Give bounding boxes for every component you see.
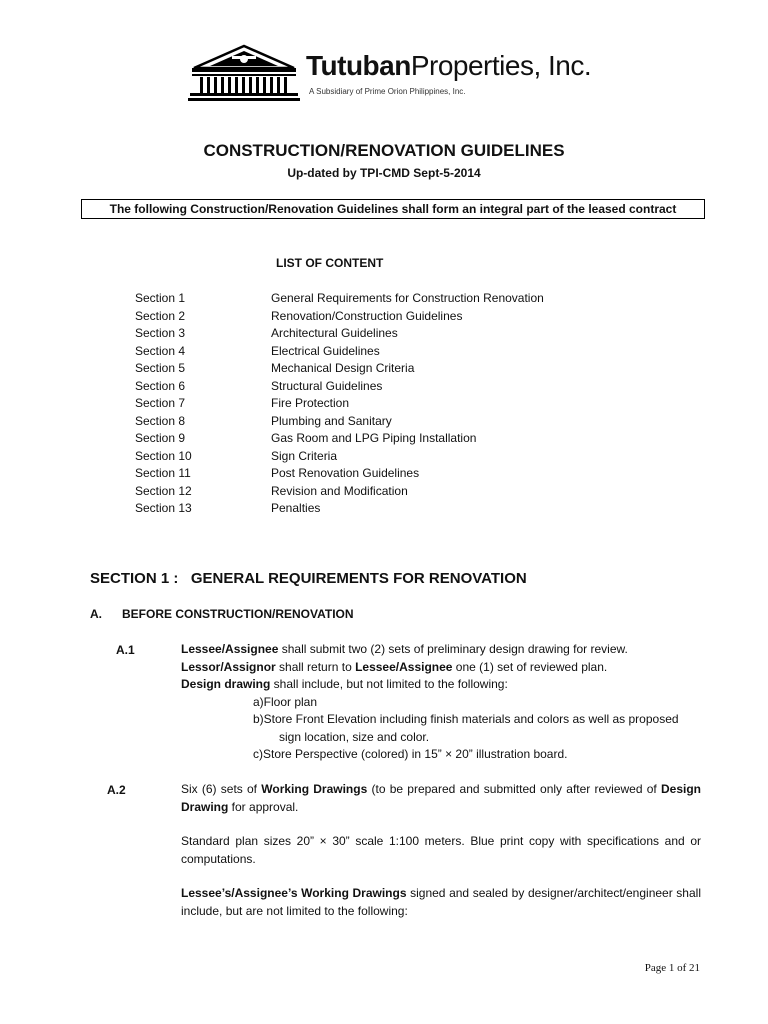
bold-term: Lessee/Assignee <box>355 659 453 674</box>
clause-a2-p3 <box>181 885 701 920</box>
toc-section: Section 13 <box>135 501 192 515</box>
toc-title: Gas Room and LPG Piping Installation <box>271 431 477 445</box>
document-updated: Up-dated by TPI-CMD Sept-5-2014 <box>287 166 481 180</box>
list-item: a)Floor plan <box>253 694 318 709</box>
toc-section: Section 8 <box>135 413 186 428</box>
toc-heading: LIST OF CONTENT <box>276 256 384 270</box>
clause-a1-body <box>181 641 701 764</box>
section-heading: SECTION 1 : GENERAL REQUIREMENTS FOR RENOVATION <box>90 570 527 587</box>
toc-section: Section 11 <box>135 466 191 480</box>
company-logo-icon <box>188 42 300 102</box>
list-item: c)Store Perspective (colored) in 15” × 20” illustration board. <box>253 747 568 761</box>
bold-term: Lessee/Assignee <box>181 642 279 656</box>
text-run: Six (6) sets of <box>181 782 262 796</box>
text-run: one (1) set of reviewed plan. <box>452 659 608 674</box>
subsection-heading: A. BEFORE CONSTRUCTION/RENOVATION <box>90 607 354 621</box>
toc-title: Architectural Guidelines <box>271 326 398 340</box>
document-title: CONSTRUCTION/RENOVATION GUIDELINES <box>203 141 565 160</box>
bold-term: Lessor/Assignor <box>181 659 276 674</box>
company-name-light: Properties, Inc. <box>410 50 592 81</box>
company-subsidiary: A Subsidiary of Prime Orion Philippines, Inc. <box>309 87 466 96</box>
text-run: shall include, but not limited to the following: <box>270 677 508 691</box>
clause-a2-p2: Standard plan sizes 20” × 30” scale 1:100 meters. Blue print copy with specifications and or computations. <box>181 834 701 866</box>
bold-term: Lessee’s/Assignee’s Working Drawings <box>181 886 407 900</box>
clause-line <box>181 659 701 677</box>
clause-line <box>181 676 701 694</box>
toc-title: Structural Guidelines <box>271 378 383 393</box>
toc-section: Section 3 <box>135 326 186 340</box>
page-number: Page 1 of 21 <box>644 962 700 974</box>
clause-a2-p1 <box>181 781 701 816</box>
clause-label: A.1 <box>116 643 135 657</box>
text-run: (to be prepared and submitted only after reviewed of <box>367 782 661 796</box>
toc-section: Section 10 <box>135 448 192 463</box>
text-run: signed and sealed by designer/architect/engineer shall include, but are not limited to the following: <box>181 886 701 918</box>
toc-section: Section 6 <box>135 378 186 393</box>
toc-title: Renovation/Construction Guidelines <box>271 308 463 323</box>
toc-title: Electrical Guidelines <box>271 343 380 358</box>
bold-term: Working Drawings <box>261 782 368 796</box>
company-name <box>306 52 591 80</box>
toc-title: Penalties <box>271 501 321 515</box>
text-run: shall return to <box>275 659 356 674</box>
toc-section: Section 7 <box>135 396 186 410</box>
contract-notice-box: The following Construction/Renovation Guidelines shall form an integral part of the leased contract <box>81 199 705 219</box>
toc-section: Section 12 <box>135 483 192 498</box>
toc-title: Mechanical Design Criteria <box>271 361 415 375</box>
bold-term: Design drawing <box>181 677 271 691</box>
toc-section: Section 1 <box>135 291 186 305</box>
toc-title: General Requirements for Construction Renovation <box>271 291 544 305</box>
toc-title: Post Renovation Guidelines <box>271 466 420 480</box>
toc-title: Fire Protection <box>271 396 350 410</box>
text-run: shall submit two (2) sets of preliminary design drawing for review. <box>278 642 628 656</box>
toc-section: Section 2 <box>135 308 186 323</box>
company-name-bold: Tutuban <box>306 50 411 81</box>
toc-title: Plumbing and Sanitary <box>271 413 392 428</box>
toc-section: Section 9 <box>135 431 186 445</box>
text-run: for approval. <box>228 799 299 814</box>
clause-line <box>181 641 701 659</box>
toc-title: Sign Criteria <box>271 448 338 463</box>
toc-title: Revision and Modification <box>271 483 408 498</box>
bold-term: Design Drawing <box>181 782 701 814</box>
toc-section: Section 4 <box>135 343 186 358</box>
clause-label: A.2 <box>107 783 126 797</box>
toc-section: Section 5 <box>135 361 186 375</box>
list-item: b)Store Front Elevation including finish materials and colors as well as proposed sign location, size and color. <box>253 712 679 744</box>
